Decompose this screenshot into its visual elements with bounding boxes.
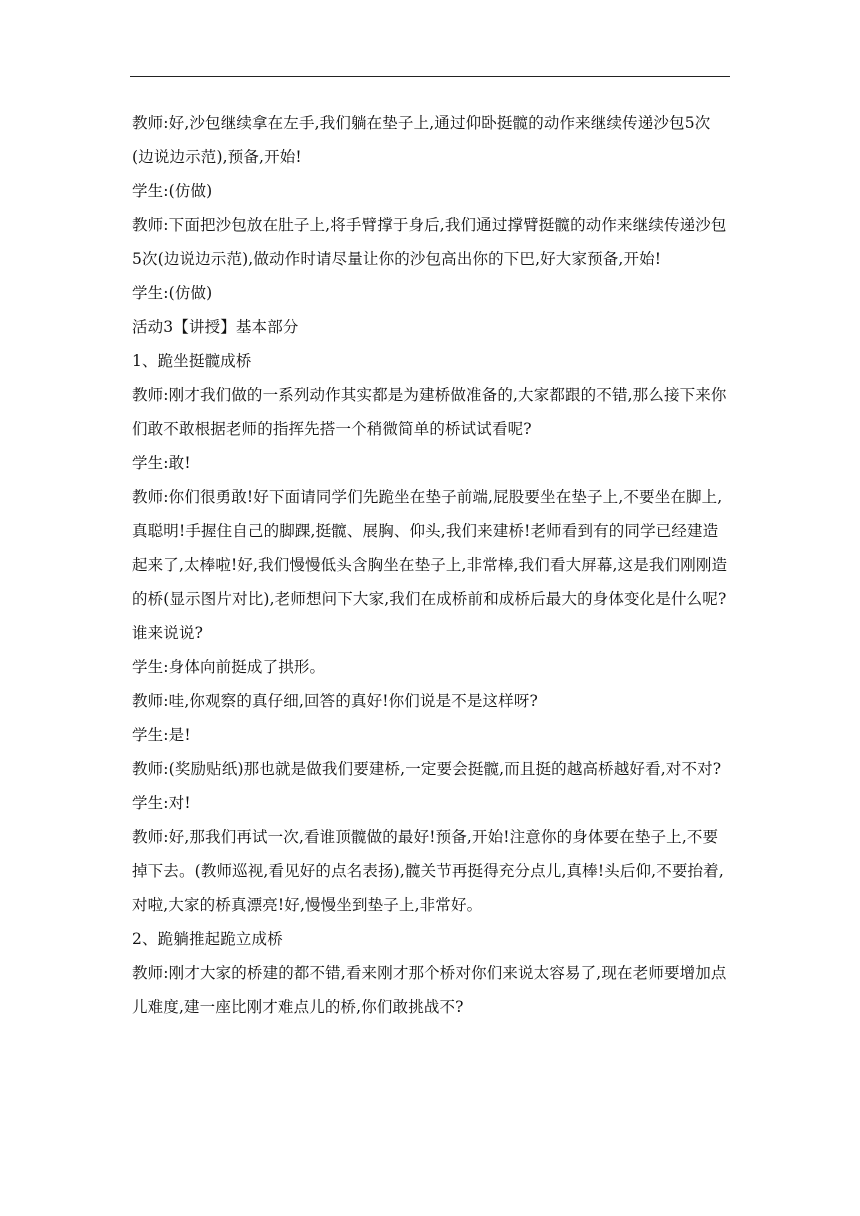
paragraph: 教师:刚才我们做的一系列动作其实都是为建桥做准备的,大家都跟的不错,那么接下来你们敢不敢根据老师的指挥先搭一个稍微简单的桥试试看呢? bbox=[132, 386, 727, 438]
paragraph: 教师:你们很勇敢!好下面请同学们先跪坐在垫子前端,屁股要坐在垫子上,不要坐在脚上,真聪明!手握住自己的脚踝,挺髋、展胸、仰头,我们来建桥!老师看到有的同学已经建造起来了,太棒啦!好,我们慢慢低头含胸坐在垫子上,非常棒,我们看大屏幕,这是我们刚刚造的桥(显示图片对比),老师想问下大家,我们在成桥前和成桥后最大的身体变化是什么呢?谁来说说? bbox=[132, 488, 728, 642]
document-body bbox=[132, 106, 732, 1024]
paragraph: 教师:好,那我们再试一次,看谁顶髋做的最好!预备,开始!注意你的身体要在垫子上,不要掉下去。(教师巡视,看见好的点名表扬),髋关节再挺得充分点儿,真棒!头后仰,不要抬着,对啦,大家的桥真漂亮!好,慢慢坐到垫子上,非常好。 bbox=[132, 828, 724, 914]
header-rule bbox=[130, 76, 730, 77]
paragraph: 学生:(仿做) bbox=[132, 182, 213, 200]
subsection-heading: 2、跪躺推起跪立成桥 bbox=[132, 930, 283, 948]
paragraph: 学生:身体向前挺成了拱形。 bbox=[132, 658, 326, 676]
paragraph: 教师:下面把沙包放在肚子上,将手臂撑于身后,我们通过撑臂挺髋的动作来继续传递沙包5次(边说边示范),做动作时请尽量让你的沙包高出你的下巴,好大家预备,开始! bbox=[132, 216, 727, 268]
paragraph: 学生:是! bbox=[132, 726, 191, 744]
paragraph: 教师:好,沙包继续拿在左手,我们躺在垫子上,通过仰卧挺髋的动作来继续传递沙包5次(边说边示范),预备,开始! bbox=[132, 114, 711, 166]
paragraph: 学生:敢! bbox=[132, 454, 191, 472]
paragraph: 教师:哇,你观察的真仔细,回答的真好!你们说是不是这样呀? bbox=[132, 692, 538, 710]
subsection-heading: 1、跪坐挺髋成桥 bbox=[132, 352, 252, 370]
paragraph: 学生:(仿做) bbox=[132, 284, 213, 302]
paragraph: 学生:对! bbox=[132, 794, 191, 812]
paragraph: 教师:(奖励贴纸)那也就是做我们要建桥,一定要会挺髋,而且挺的越高桥越好看,对不对? bbox=[132, 760, 722, 778]
section-heading: 活动3【讲授】基本部分 bbox=[132, 318, 299, 336]
paragraph: 教师:刚才大家的桥建的都不错,看来刚才那个桥对你们来说太容易了,现在老师要增加点儿难度,建一座比刚才难点儿的桥,你们敢挑战不? bbox=[132, 964, 727, 1016]
